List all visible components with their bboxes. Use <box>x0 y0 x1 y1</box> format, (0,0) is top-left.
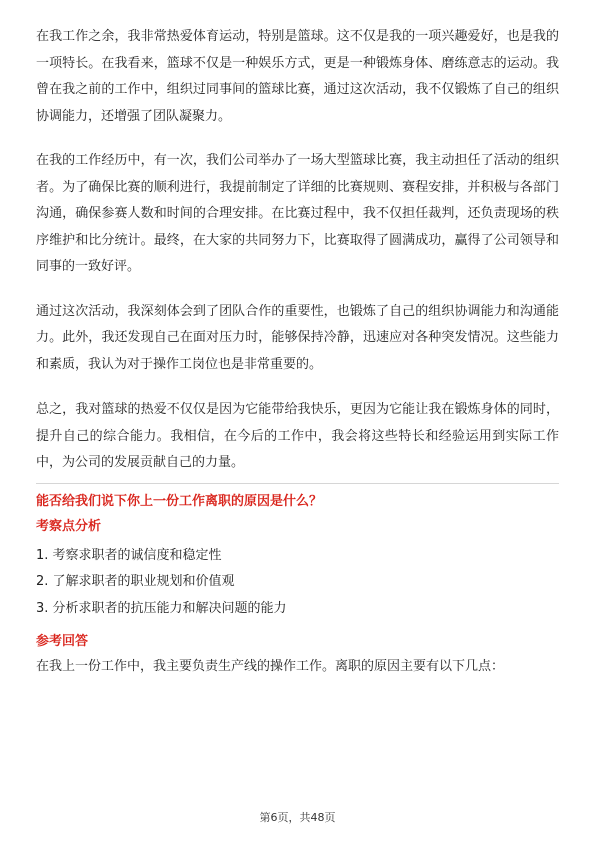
page-number-footer: 第6页，共48页 <box>259 811 336 824</box>
answer-heading: 参考回答 <box>36 634 89 649</box>
body-paragraph-1: 在我工作之余，我非常热爱体育运动，特别是篮球。这不仅是我的一项兴趣爱好，也是我的一项特长。在我看来，篮球不仅是一种娱乐方式，更是一种锻炼身体、磨练意志的运动。我曾在我之前的工作中，组织过同事间的篮球比赛，通过这次活动，我不仅锻炼了自己的组织协调能力，还增强了团队凝聚力。 <box>36 29 559 124</box>
question-title: 能否给我们说下你上一份工作离职的原因是什么？ <box>36 493 323 509</box>
analysis-point-1: 1. 考察求职者的诚信度和稳定性 <box>36 547 222 563</box>
body-paragraph-4: 总之，我对篮球的热爱不仅仅是因为它能带给我快乐，更因为它能让我在锻炼身体的同时，提升自己的综合能力。我相信，在今后的工作中，我会将这些特长和经验运用到实际工作中，为公司的发展贡献自己的力量。 <box>36 402 559 470</box>
analysis-point-3: 3. 分析求职者的抗压能力和解决问题的能力 <box>36 600 287 616</box>
answer-text: 在我上一份工作中，我主要负责生产线的操作工作。离职的原因主要有以下几点： <box>36 659 505 674</box>
analysis-points-list <box>36 543 559 623</box>
section-divider <box>36 483 559 484</box>
document-page <box>36 24 559 680</box>
body-paragraph-3: 通过这次活动，我深刻体会到了团队合作的重要性，也锻炼了自己的组织协调能力和沟通能力。此外，我还发现自己在面对压力时，能够保持冷静，迅速应对各种突发情况。这些能力和素质，我认为对于操作工岗位也是非常重要的。 <box>36 303 559 372</box>
analysis-heading: 考察点分析 <box>36 518 102 534</box>
body-paragraph-2: 在我的工作经历中，有一次，我们公司举办了一场大型篮球比赛，我主动担任了活动的组织者。为了确保比赛的顺利进行，我提前制定了详细的比赛规则、赛程安排，并积极与各部门沟通，确保参赛人数和时间的合理安排。在比赛过程中，我不仅担任裁判，还负责现场的秩序维护和比分统计。最终，在大家的共同努力下，比赛取得了圆满成功，赢得了公司领导和同事的一致好评。 <box>36 153 559 274</box>
analysis-point-2: 2. 了解求职者的职业规划和价值观 <box>36 574 235 589</box>
